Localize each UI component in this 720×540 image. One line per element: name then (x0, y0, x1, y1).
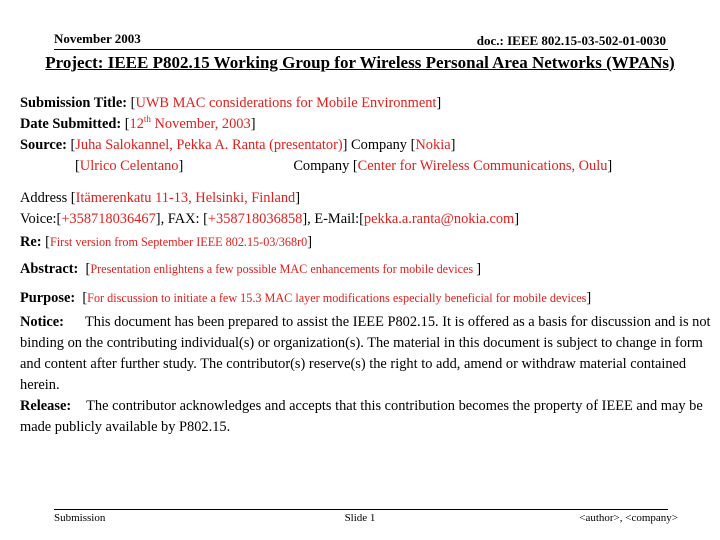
date-rest: November, 2003 (150, 116, 251, 132)
footer-rule (54, 509, 668, 510)
abstract-line: Abstract: [Presentation enlightens a few possible MAC enhancements for mobile devices ] (20, 261, 481, 277)
submission-body (20, 93, 714, 438)
re-value: First version from September IEEE 802.15-03/368r0 (49, 235, 308, 249)
notice-paragraph (20, 312, 714, 396)
voice-label: Voice: (20, 211, 57, 227)
email-value: pekka.a.ranta@nokia.com (363, 211, 515, 227)
date-submitted-value (130, 116, 251, 132)
notice-label: Notice: (20, 314, 64, 330)
date-submitted-label: Date Submitted: (20, 116, 122, 132)
release-label: Release: (20, 398, 72, 414)
source-2-names: Ulrico Celentano (79, 158, 179, 174)
footer-submission: Submission (54, 512, 106, 524)
date-submitted-line: Date Submitted: [12th November, 2003] (20, 114, 256, 132)
company-label-1: Company (351, 137, 408, 153)
release-paragraph (20, 396, 714, 438)
date-day: 12 (129, 116, 144, 132)
purpose-label: Purpose: (20, 290, 76, 306)
header-date: November 2003 (54, 31, 141, 46)
address-value: Itämerenkatu 11-13, Helsinki, Finland (75, 190, 296, 206)
address-label: Address (20, 190, 68, 206)
source-line-2: [Ulrico Celentano] Company [Center for Wireless Communications, Oulu] (75, 158, 613, 174)
notice-text: This document has been prepared to assist the IEEE P802.15. It is offered as a basis for discussion and is not binding on the contributing individual(s) or organization(s). The material in this document is subject to change in form and content after further study. The contributor(s) reserve(s) the right to add, amend or withdraw material contained herein. (20, 314, 711, 393)
company-label-2: Company (293, 158, 350, 174)
header-rule (54, 49, 668, 50)
source-label: Source: (20, 137, 67, 153)
source-1-company: Nokia (415, 137, 451, 153)
source-1-names: Juha Salokannel, Pekka A. Ranta (presentator) (75, 137, 343, 153)
re-label: Re: (20, 234, 42, 250)
email-label: , E-Mail: (307, 211, 360, 227)
source-2-company: Center for Wireless Communications, Oulu (357, 158, 608, 174)
project-title: Project: IEEE P802.15 Working Group for Wireless Personal Area Networks (WPANs) (45, 53, 675, 72)
voice-value: +358718036467 (61, 211, 156, 227)
footer-slide-number: Slide 1 (344, 512, 376, 524)
purpose-line: Purpose: [For discussion to initiate a few 15.3 MAC layer modifications especially beneficial for mobile devices] (20, 290, 592, 306)
address-line: Address [Itämerenkatu 11-13, Helsinki, Finland] (20, 190, 301, 206)
contact-line: Voice:[+358718036467], FAX: [+358718036858], E-Mail:[pekka.a.ranta@nokia.com] (20, 211, 520, 227)
submission-title-label: Submission Title: (20, 95, 128, 111)
footer-author-company: <author>, <company> (579, 512, 678, 524)
re-line: Re: [First version from September IEEE 802.15-03/368r0] (20, 234, 313, 250)
abstract-label: Abstract: (20, 261, 79, 277)
submission-title-value: UWB MAC considerations for Mobile Environment (135, 95, 437, 111)
release-text: The contributor acknowledges and accepts that this contribution becomes the property of IEEE and may be made publicly available by P802.15. (20, 398, 703, 435)
fax-label: , FAX: (160, 211, 204, 227)
purpose-value: For discussion to initiate a few 15.3 MAC layer modifications especially beneficial for mobile devices (87, 291, 587, 305)
fax-value: +358718036858 (207, 211, 303, 227)
abstract-value: Presentation enlightens a few possible MAC enhancements for mobile devices (90, 262, 477, 276)
source-line-1: Source: [Juha Salokannel, Pekka A. Ranta (presentator)] Company [Nokia] (20, 137, 456, 153)
date-sup: th (143, 114, 151, 125)
header-doc-id: doc.: IEEE 802.15-03-502-01-0030 (476, 33, 666, 48)
submission-title-line: Submission Title: [UWB MAC considerations for Mobile Environment] (20, 95, 442, 111)
